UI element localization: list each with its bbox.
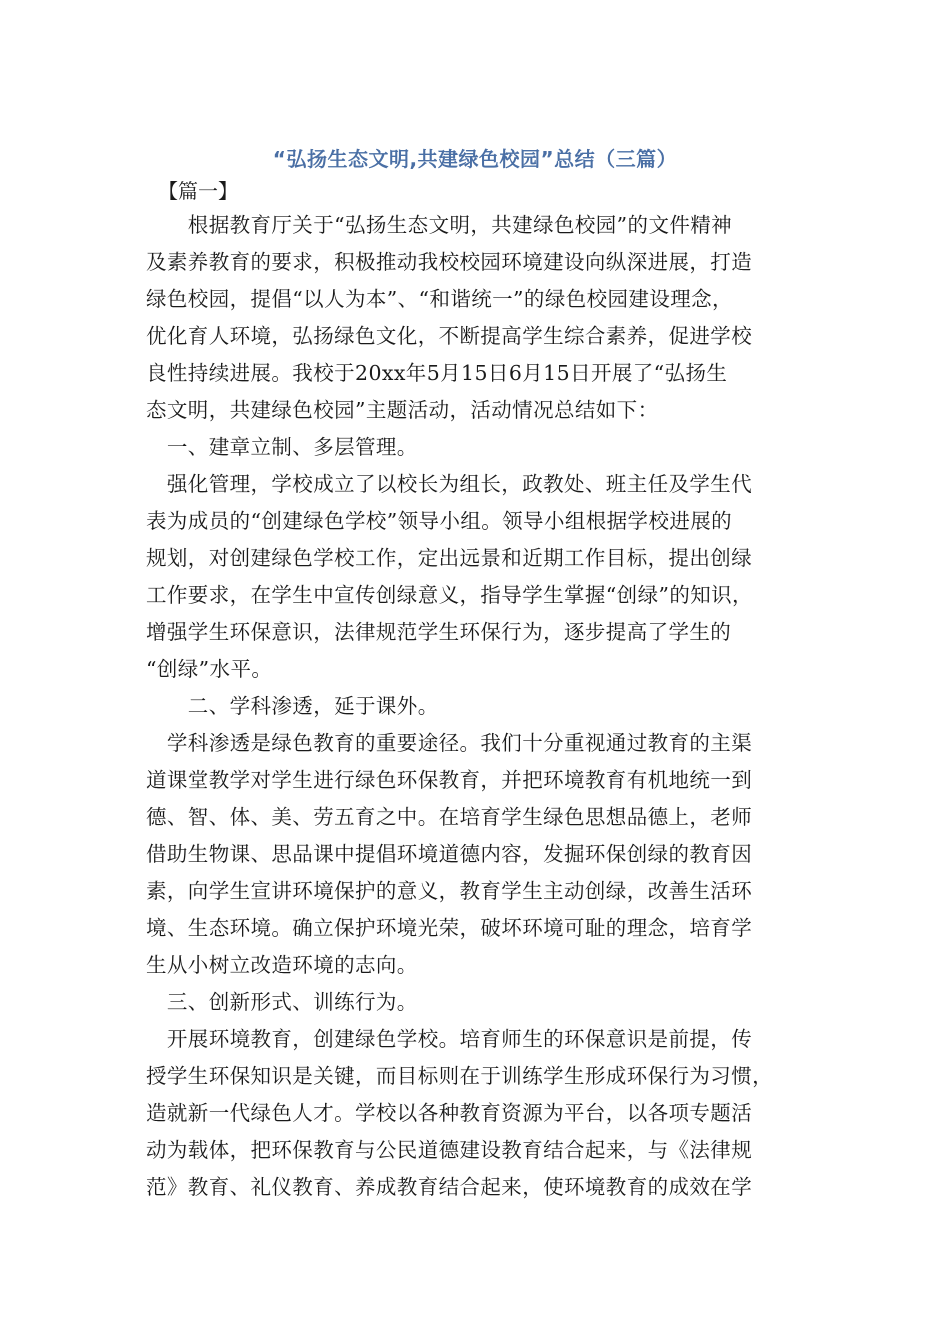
paragraph-line: 借助生物课、思品课中提倡环境道德内容，发掘环保创绿的教育因 (146, 842, 753, 866)
paragraph-line: 德、智、体、美、劳五育之中。在培育学生绿色思想品德上，老师 (146, 805, 753, 829)
paragraph-line: 学科渗透是绿色教育的重要途径。我们十分重视通过教育的主渠 (146, 731, 753, 755)
paragraph-line: 境、生态环境。确立保护环境光荣，破坏环境可耻的理念，培育学 (146, 916, 753, 940)
paragraph-line: 优化育人环境，弘扬绿色文化，不断提高学生综合素养，促进学校 (146, 324, 753, 348)
paragraph-line: 工作要求，在学生中宣传创绿意义，指导学生掌握“创绿”的知识， (146, 583, 753, 607)
paragraph-line: 表为成员的“创建绿色学校”领导小组。领导小组根据学校进展的 (146, 509, 733, 533)
paragraph-line: 规划，对创建绿色学校工作，定出远景和近期工作目标，提出创绿 (146, 546, 753, 570)
paragraph-line: 良性持续进展。我校于20xx年5月15日6月15日开展了“弘扬生 (146, 361, 728, 385)
paragraph-line: 授学生环保知识是关键，而目标则在于训练学生形成环保行为习惯， (146, 1064, 773, 1088)
paragraph-line: 态文明，共建绿色校园”主题活动，活动情况总结如下： (146, 398, 659, 422)
paragraph-line: 绿色校园，提倡“以人为本”、“和谐统一”的绿色校园建设理念， (146, 287, 733, 311)
section-heading: 【篇一】 (158, 179, 238, 203)
paragraph-line: 开展环境教育，创建绿色学校。培育师生的环保意识是前提，传 (146, 1027, 753, 1051)
subheading-line: 一、建章立制、多层管理。 (146, 435, 418, 459)
paragraph-line: 及素养教育的要求，积极推动我校校园环境建设向纵深进展，打造 (146, 250, 753, 274)
paragraph-line: 动为载体，把环保教育与公民道德建设教育结合起来，与《法律规 (146, 1138, 753, 1162)
paragraph-line: 强化管理，学校成立了以校长为组长，政教处、班主任及学生代 (146, 472, 753, 496)
paragraph-line: 生从小树立改造环境的志向。 (146, 953, 418, 977)
paragraph-line: 增强学生环保意识，法律规范学生环保行为，逐步提高了学生的 (146, 620, 732, 644)
paragraph-line: 范》教育、礼仪教育、养成教育结合起来，使环境教育的成效在学 (146, 1175, 753, 1199)
paragraph-line: “创绿”水平。 (146, 657, 273, 681)
paragraph-line: 素，向学生宣讲环境保护的意义，教育学生主动创绿，改善生活环 (146, 879, 753, 903)
paragraph-line: 道课堂教学对学生进行绿色环保教育，并把环境教育有机地统一到 (146, 768, 753, 792)
subheading-line: 三、创新形式、训练行为。 (146, 990, 418, 1014)
paragraph-line: 根据教育厅关于“弘扬生态文明，共建绿色校园”的文件精神 (146, 213, 733, 237)
document-title: “弘扬生态文明,共建绿色校园”总结（三篇） (272, 147, 678, 171)
subheading-line: 二、学科渗透，延于课外。 (146, 694, 439, 718)
paragraph-line: 造就新一代绿色人才。学校以各种教育资源为平台，以各项专题活 (146, 1101, 753, 1125)
